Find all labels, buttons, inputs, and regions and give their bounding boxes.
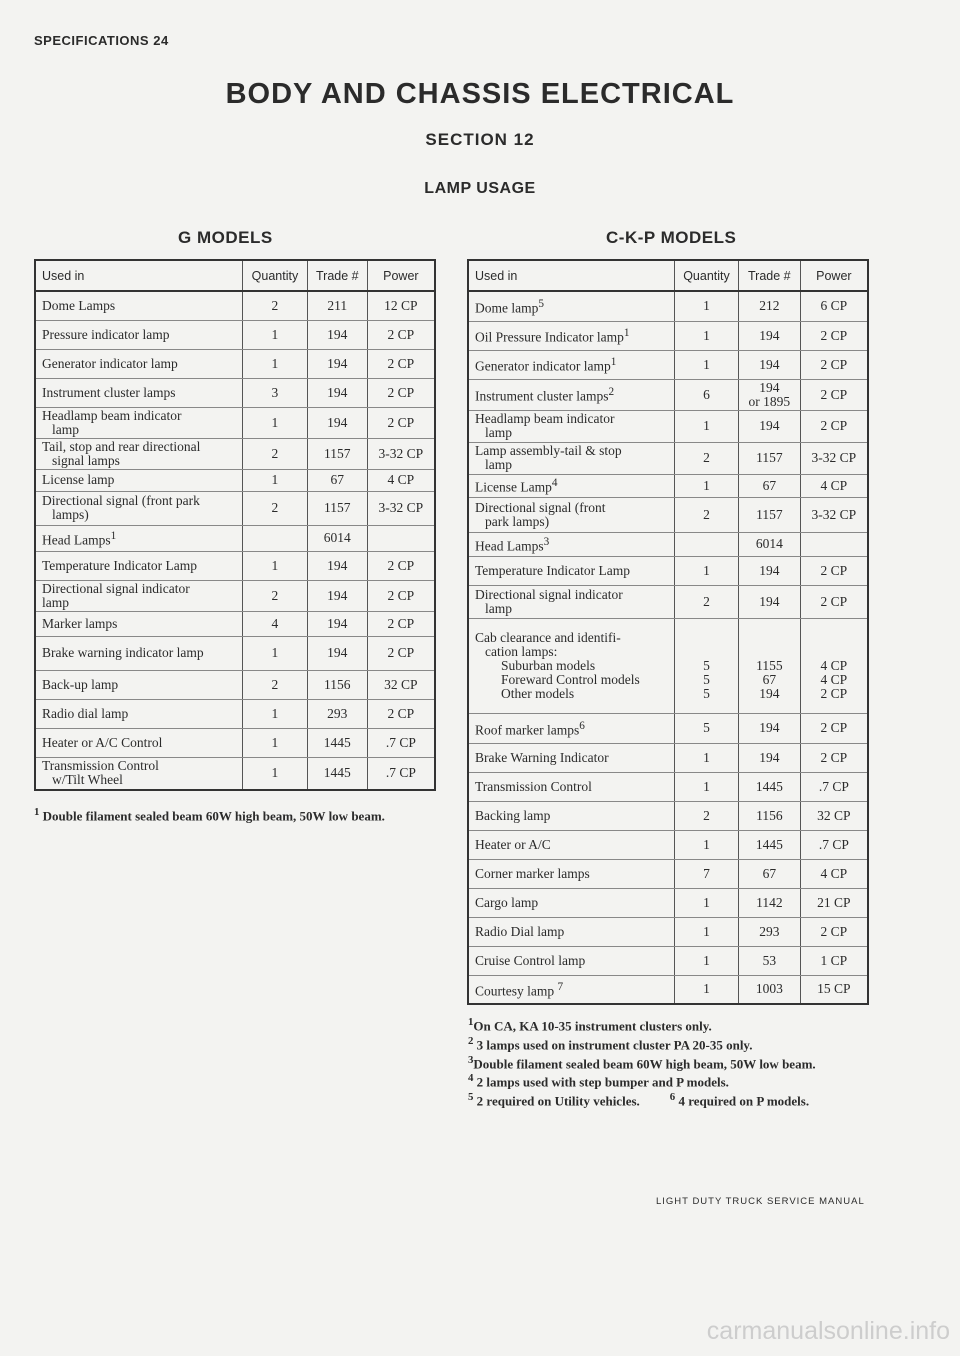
trade-line: 67 [762,671,777,687]
column-header: Trade # [307,260,367,291]
quantity-cell: 1 [242,551,307,580]
used-in-cell [468,442,675,474]
footnote-number: 3 [468,1053,474,1066]
trade-cell: 212 [738,291,800,321]
table-row [35,728,435,757]
table-row [35,378,435,407]
used-in-cell [35,525,242,551]
table-row [468,350,868,379]
used-in-cell: Pressure indicator lamp [35,320,242,349]
footnote-line [468,1034,816,1053]
power-cell [800,618,868,713]
power-cell: 2 CP [800,321,868,350]
table-row [468,410,868,442]
used-in-text: Instrument cluster lamps [475,388,609,404]
footnote-ref: 1 [110,529,117,542]
used-in-line: lamp [485,600,512,616]
trade-cell: 67 [307,469,367,491]
used-in-line: park lamps) [485,513,550,529]
table-row [468,321,868,350]
table-header-row [468,260,868,291]
footnote-text: 2 required on Utility vehicles. [476,1093,640,1109]
used-in-cell: Backing lamp [468,801,675,830]
trade-cell: 194 [738,743,800,772]
quantity-cell: 4 [242,611,307,636]
footnote-line [468,1053,816,1072]
used-in-cell [468,585,675,618]
power-cell: 2 CP [800,917,868,946]
trade-cell: 1156 [307,670,367,699]
footnote-text: Double filament sealed beam 60W high beam, 50W low beam. [473,1055,816,1071]
power-cell: 2 CP [800,379,868,410]
trade-cell: 67 [738,474,800,497]
power-cell: 1 CP [800,946,868,975]
table-row [468,772,868,801]
table-row [35,349,435,378]
table-header-row [35,260,435,291]
table-row [35,525,435,551]
table-row [468,917,868,946]
quantity-line: 5 [703,671,710,687]
used-in-cell: Temperature Indicator Lamp [35,551,242,580]
power-cell: 32 CP [367,670,435,699]
power-cell: 2 CP [367,551,435,580]
quantity-cell [242,525,307,551]
used-in-cell [468,379,675,410]
power-cell: 15 CP [800,975,868,1004]
column-header: Quantity [675,260,739,291]
used-in-line: Foreward Control models [501,671,640,687]
trade-cell: 194 [307,320,367,349]
quantity-cell: 1 [675,410,739,442]
g-models-heading: G MODELS [178,228,273,247]
table-row [35,670,435,699]
quantity-cell: 2 [242,438,307,469]
footnote-ref: 3 [543,535,550,548]
trade-cell: 1156 [738,801,800,830]
footnote-ref: 6 [579,719,585,732]
power-cell: 2 CP [800,410,868,442]
quantity-line: 5 [703,685,710,701]
quantity-cell: 3 [242,378,307,407]
used-in-cell [468,474,675,497]
trade-cell: 194 [307,580,367,611]
table-row [468,532,868,556]
used-in-text: Roof marker lamps [475,722,580,738]
table-row [35,611,435,636]
used-in-cell [468,410,675,442]
g-models-footnote [34,805,385,824]
used-in-text: Generator indicator lamp [475,358,611,374]
trade-cell: 194 [738,713,800,743]
footnote-ref: 5 [538,298,544,310]
table-row [468,888,868,917]
table-row [35,757,435,790]
power-cell: .7 CP [367,757,435,790]
trade-cell: 1445 [307,728,367,757]
trade-line: 194 [759,685,780,701]
used-in-line: signal lamps [52,452,120,468]
page-title: BODY AND CHASSIS ELECTRICAL [225,78,735,110]
power-cell: 6 CP [800,291,868,321]
column-header: Power [367,260,435,291]
trade-cell [738,379,800,410]
used-in-cell [468,713,675,743]
trade-cell: 1003 [738,975,800,1004]
used-in-text: Courtesy lamp [475,983,555,999]
used-in-line: Cab clearance and identifi- [475,629,621,645]
table-row [468,291,868,321]
used-in-cell: License lamp [35,469,242,491]
quantity-cell: 6 [675,379,739,410]
trade-cell: 194 [738,585,800,618]
quantity-cell: 5 [675,713,739,743]
used-in-cell: Temperature Indicator Lamp [468,556,675,585]
used-in-cell: Heater or A/C Control [35,728,242,757]
used-in-line: lamp [42,594,69,610]
footnote-ref: 4 [551,477,558,490]
quantity-line: 5 [703,657,710,673]
used-in-cell [35,438,242,469]
footnote-number: 6 [669,1091,676,1104]
quantity-cell: 1 [242,699,307,728]
power-cell: 4 CP [800,859,868,888]
quantity-cell: 1 [675,946,739,975]
trade-cell: 194 [307,636,367,670]
trade-cell: 194 [307,611,367,636]
table-row [35,438,435,469]
quantity-cell: 2 [242,491,307,525]
footnote-ref: 1 [623,327,630,340]
table-row [35,699,435,728]
used-in-cell: Corner marker lamps [468,859,675,888]
quantity-cell: 1 [675,830,739,859]
trade-cell: 194 [738,410,800,442]
used-in-cell: Radio Dial lamp [468,917,675,946]
used-in-text: Oil Pressure Indicator lamp [475,329,624,345]
quantity-cell: 2 [675,801,739,830]
quantity-cell: 1 [675,321,739,350]
trade-cell: 53 [738,946,800,975]
used-in-line: Headlamp beam indicator [475,411,615,426]
quantity-cell: 1 [675,556,739,585]
used-in-line: Suburban models [501,657,596,673]
used-in-cell: Brake warning indicator lamp [35,636,242,670]
column-header: Trade # [738,260,800,291]
quantity-cell: 1 [242,349,307,378]
power-cell: 3-32 CP [367,491,435,525]
table-row [468,474,868,497]
used-in-text: License Lamp [475,479,552,495]
trade-cell: 194 [738,556,800,585]
used-in-line: Directional signal indicator [475,586,623,602]
trade-cell: 194 [307,378,367,407]
quantity-cell: 1 [242,320,307,349]
used-in-line: Transmission Control [42,758,159,774]
table-row [468,859,868,888]
table-row [35,320,435,349]
power-cell: 2 CP [367,407,435,438]
table-row [35,636,435,670]
footnote-number: 1 [468,1016,474,1028]
used-in-cell [468,532,675,556]
power-cell: 2 CP [367,378,435,407]
used-in-cell [35,407,242,438]
used-in-text: Dome lamp [475,300,539,316]
column-header: Used in [35,260,242,291]
power-cell: 2 CP [800,556,868,585]
used-in-cell: Generator indicator lamp [35,349,242,378]
used-in-line: w/Tilt Wheel [52,772,123,788]
used-in-cell [468,291,675,321]
footnote-text: 2 lamps used with step bumper and P models. [476,1074,729,1090]
used-in-text: Head Lamps [475,538,544,554]
used-in-line: lamp [52,421,79,437]
trade-cell: 1445 [738,772,800,801]
quantity-cell: 1 [242,728,307,757]
table-row [35,469,435,491]
trade-cell: 1445 [738,830,800,859]
ckp-footnotes [468,1015,816,1109]
used-in-cell: Cargo lamp [468,888,675,917]
power-cell: 2 CP [800,713,868,743]
footnote-number: 1 [34,806,40,818]
trade-cell: 194 [307,407,367,438]
table-row [468,556,868,585]
used-in-cell: Radio dial lamp [35,699,242,728]
quantity-cell [675,618,739,713]
quantity-cell: 2 [675,442,739,474]
power-cell: 12 CP [367,291,435,320]
quantity-cell: 2 [242,291,307,320]
quantity-cell: 1 [675,474,739,497]
quantity-cell: 1 [675,291,739,321]
footnote-ref: 1 [610,356,617,369]
footnote-text: Double filament sealed beam 60W high beam, 50W low beam. [42,808,385,824]
quantity-cell: 1 [675,975,739,1004]
ckp-models-table [467,259,869,1005]
used-in-cell: Heater or A/C [468,830,675,859]
trade-cell: 211 [307,291,367,320]
quantity-cell: 1 [675,917,739,946]
column-header: Quantity [242,260,307,291]
table-row [468,585,868,618]
quantity-cell: 2 [675,497,739,532]
used-in-line: Headlamp beam indicator [42,407,182,423]
power-cell: 2 CP [800,350,868,379]
used-in-line: Other models [501,685,575,701]
quantity-cell: 7 [675,859,739,888]
trade-cell: 1157 [738,497,800,532]
table-row [468,379,868,410]
footnote-number: 4 [468,1072,474,1085]
power-cell: .7 CP [367,728,435,757]
used-in-line: lamp [485,457,512,472]
table-row [468,946,868,975]
table-row [35,491,435,525]
power-cell: 2 CP [367,636,435,670]
quantity-cell: 1 [675,350,739,379]
trade-cell [738,618,800,713]
footnote-line [468,1015,816,1034]
used-in-cell [468,975,675,1004]
power-cell: 2 CP [800,585,868,618]
table-row [468,497,868,532]
trade-cell: 67 [738,859,800,888]
trade-line: 1155 [756,657,783,673]
trade-cell: 1157 [738,442,800,474]
footnote-ref: 2 [608,386,615,399]
quantity-cell: 1 [675,772,739,801]
used-in-cell: Marker lamps [35,611,242,636]
power-cell: 4 CP [800,474,868,497]
power-cell: .7 CP [800,772,868,801]
used-in-cell: Instrument cluster lamps [35,378,242,407]
used-in-cell: Back-up lamp [35,670,242,699]
trade-cell: 194 [307,551,367,580]
trade-cell: 1157 [307,438,367,469]
trade-cell: 194 [738,350,800,379]
power-cell: 2 CP [367,611,435,636]
trade-cell: 194 [738,321,800,350]
used-in-cell: Transmission Control [468,772,675,801]
used-in-cell [35,757,242,790]
power-cell: 2 CP [800,743,868,772]
trade-line: or 1895 [748,393,791,409]
quantity-cell: 1 [675,888,739,917]
used-in-cell [35,580,242,611]
used-in-cell: Cruise Control lamp [468,946,675,975]
trade-cell: 194 [307,349,367,378]
column-header: Power [800,260,868,291]
quantity-cell: 1 [675,743,739,772]
table-row [35,580,435,611]
quantity-cell: 2 [242,670,307,699]
footnote-line [468,1090,816,1109]
table-row [468,713,868,743]
trade-cell: 293 [307,699,367,728]
used-in-line: Directional signal indicator [42,580,190,596]
table-row [468,801,868,830]
power-cell: 3-32 CP [800,497,868,532]
power-cell [800,532,868,556]
footnote-number: 5 [468,1091,474,1104]
table-row [468,618,868,713]
section-heading: SECTION 12 [425,130,535,149]
trade-cell: 293 [738,917,800,946]
power-cell: 3-32 CP [800,442,868,474]
used-in-line: Lamp assembly-tail & stop [475,443,622,458]
used-in-line: lamps) [52,507,89,522]
table-row [468,830,868,859]
trade-cell: 1142 [738,888,800,917]
table-row [35,291,435,320]
used-in-cell: Brake Warning Indicator [468,743,675,772]
used-in-line: Directional signal (front park [42,493,200,508]
table-row [35,551,435,580]
page-header-label: SPECIFICATIONS 24 [34,33,169,48]
used-in-line: Directional signal (front [475,499,606,515]
trade-cell: 6014 [738,532,800,556]
power-line: 4 CP [820,657,848,673]
trade-cell: 1157 [307,491,367,525]
trade-line: 194 [759,379,780,395]
used-in-cell [468,350,675,379]
watermark: carmanualsonline.info [706,1317,950,1345]
trade-cell: 1445 [307,757,367,790]
used-in-cell [468,321,675,350]
power-cell: 32 CP [800,801,868,830]
g-models-table [34,259,436,791]
power-cell [367,525,435,551]
column-header: Used in [468,260,675,291]
quantity-cell: 2 [242,580,307,611]
quantity-cell [675,532,739,556]
manual-title-footer: LIGHT DUTY TRUCK SERVICE MANUAL [656,1196,865,1207]
used-in-line: Tail, stop and rear directional [42,438,201,454]
used-in-cell [468,618,675,713]
lamp-usage-heading: LAMP USAGE [424,180,536,197]
power-cell: 2 CP [367,320,435,349]
quantity-cell: 1 [242,636,307,670]
footnote-text: 3 lamps used on instrument cluster PA 20-35 only. [476,1037,753,1053]
power-cell: .7 CP [800,830,868,859]
used-in-line: cation lamps: [485,643,558,659]
ckp-models-heading: C-K-P MODELS [606,228,737,247]
power-line: 4 CP [820,671,848,687]
table-row [35,407,435,438]
footnote-text: 4 required on P models. [678,1093,810,1109]
table-row [468,743,868,772]
quantity-cell: 1 [242,757,307,790]
quantity-cell: 1 [242,469,307,491]
used-in-line: lamp [485,425,512,440]
quantity-cell: 2 [675,585,739,618]
footnote-line [468,1071,816,1090]
used-in-cell [468,497,675,532]
footnote-number: 2 [468,1034,474,1047]
power-cell: 2 CP [367,699,435,728]
power-cell: 21 CP [800,888,868,917]
power-cell: 4 CP [367,469,435,491]
footnote-ref: 7 [557,981,564,993]
used-in-cell: Dome Lamps [35,291,242,320]
power-cell: 3-32 CP [367,438,435,469]
power-line: 2 CP [820,685,848,701]
used-in-cell [35,491,242,525]
power-cell: 2 CP [367,349,435,378]
power-cell: 2 CP [367,580,435,611]
table-row [468,975,868,1004]
trade-cell: 6014 [307,525,367,551]
table-row [468,442,868,474]
footnote-text: On CA, KA 10-35 instrument clusters only. [473,1018,712,1034]
quantity-cell: 1 [242,407,307,438]
used-in-text: Head Lamps [42,532,111,548]
